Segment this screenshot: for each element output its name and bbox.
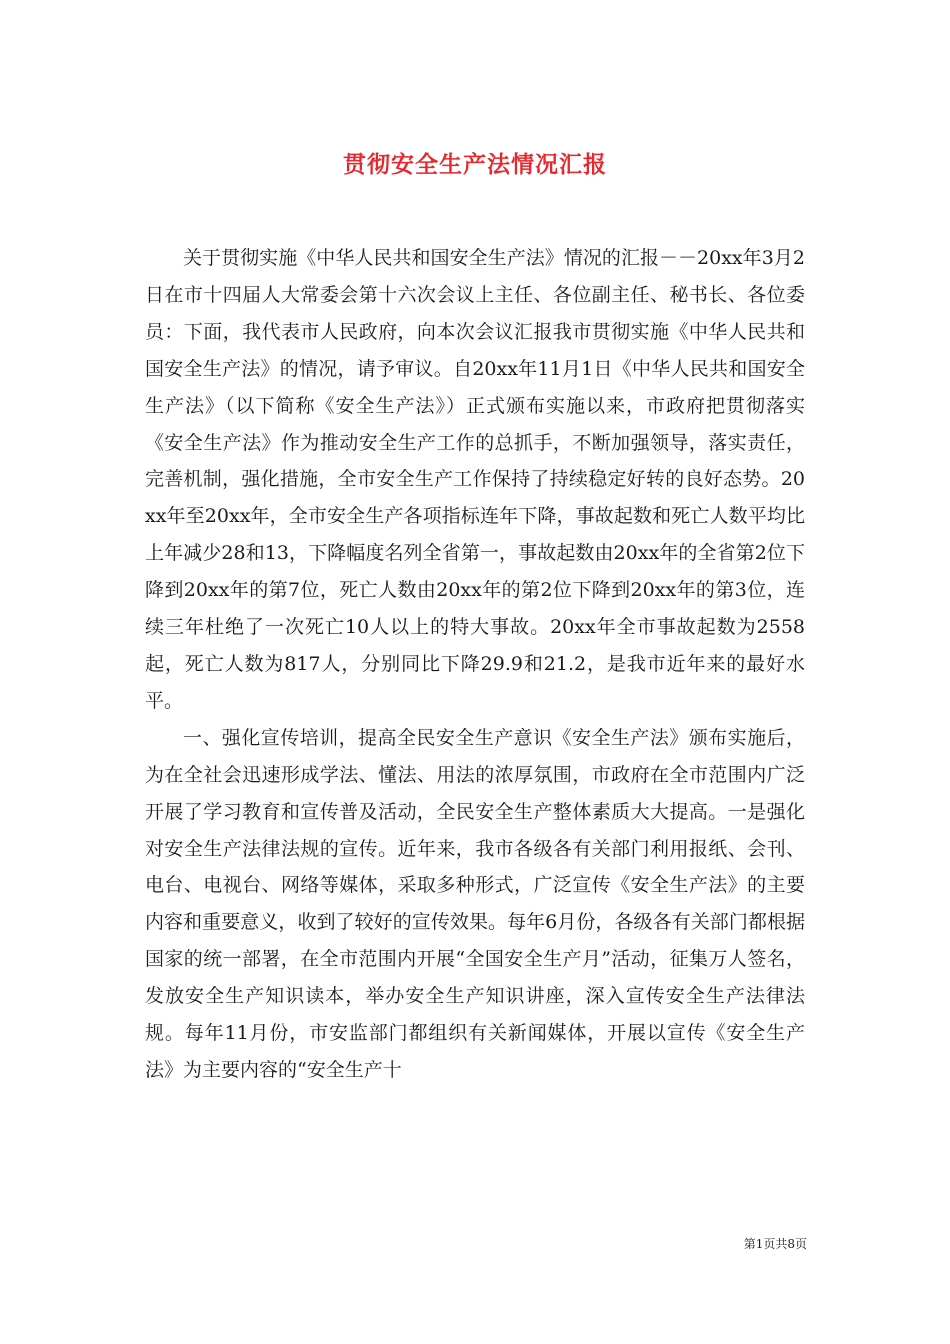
document-title: 贯彻安全生产法情况汇报 [343,151,607,179]
paragraph-section-one: 一、强化宣传培训，提高全民安全生产意识《安全生产法》颁布实施后，为在全社会迅速形成学法、懂法、用法的浓厚氛围，市政府在全市范围内广泛开展了学习教育和宣传普及活动，全民安全生产整体素质大大提高。一是强化对安全生产法律法规的宣传。近年来，我市各级各有关部门利用报纸、会刊、电台、电视台、网络等媒体，采取多种形式，广泛宣传《安全生产法》的主要内容和重要意义，收到了较好的宣传效果。每年6月份，各级各有关部门都根据国家的统一部署，在全市范围内开展“全国安全生产月”活动，征集万人签名，发放安全生产知识读本，举办安全生产知识讲座，深入宣传安全生产法律法规。每年11月份，市安监部门都组织有关新闻媒体，开展以宣传《安全生产法》为主要内容的“安全生产十 [145,726,805,1081]
page-number-footer: 第1页共8页 [743,1237,807,1251]
document-body [145,240,805,1089]
paragraph-intro: 关于贯彻实施《中华人民共和国安全生产法》情况的汇报－－20xx年3月2日在市十四届人大常委会第十六次会议上主任、各位副主任、秘书长、各位委员：下面，我代表市人民政府，向本次会议汇报我市贯彻实施《中华人民共和国安全生产法》的情况，请予审议。自20xx年11月1日《中华人民共和国安全生产法》（以下简称《安全生产法》）正式颁布实施以来，市政府把贯彻落实《安全生产法》作为推动安全生产工作的总抓手，不断加强领导，落实责任，完善机制，强化措施，全市安全生产工作保持了持续稳定好转的良好态势。20xx年至20xx年，全市安全生产各项指标连年下降，事故起数和死亡人数平均比上年减少28和13，下降幅度名列全省第一，事故起数由20xx年的全省第2位下降到20xx年的第7位，死亡人数由20xx年的第2位下降到20xx年的第3位，连续三年杜绝了一次死亡10人以上的特大事故。20xx年全市事故起数为2558起，死亡人数为817人，分别同比下降29.9和21.2，是我市近年来的最好水平。 [145,247,805,712]
